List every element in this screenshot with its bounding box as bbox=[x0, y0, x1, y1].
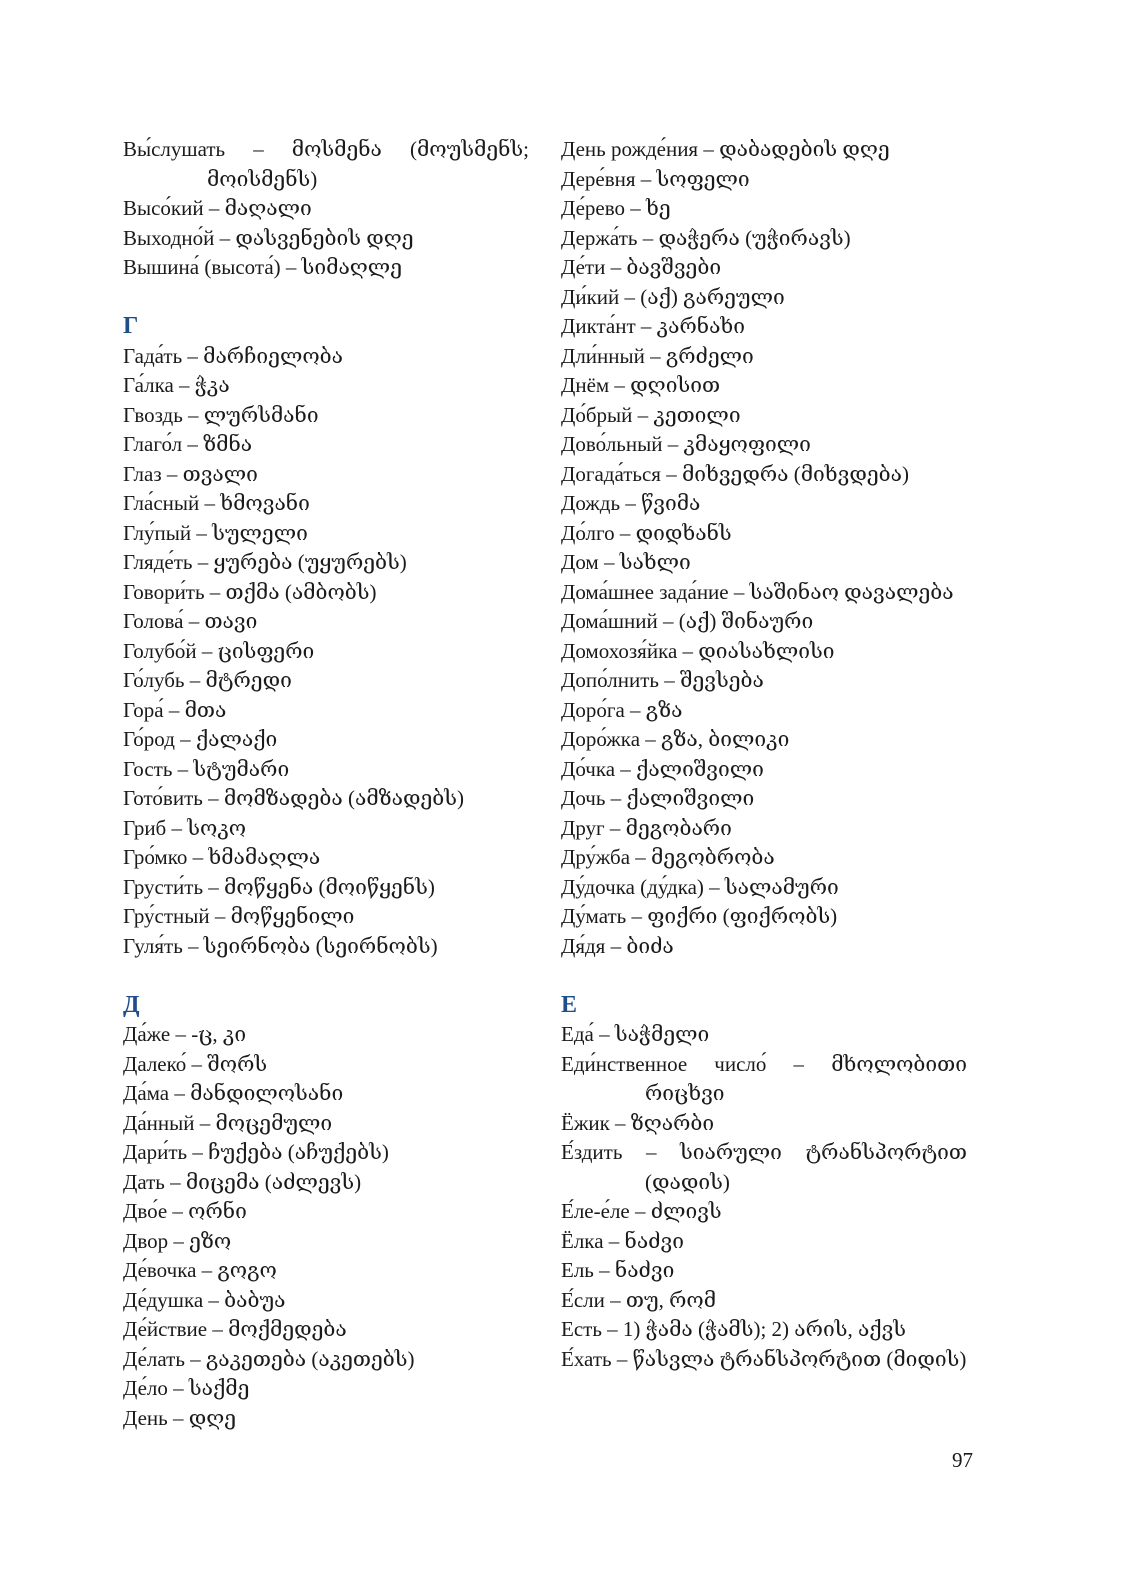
dictionary-entry: Дикта́нт – კარნახი bbox=[561, 314, 746, 338]
dictionary-entry: Друг – მეგობარი bbox=[561, 815, 732, 840]
dictionary-entry: Далеко́ – შორს bbox=[123, 1051, 268, 1076]
dictionary-entry: Гро́мко – ხმამაღლა bbox=[123, 845, 321, 869]
dictionary-entry: Дово́льный – კმაყოფილი bbox=[561, 432, 811, 456]
dictionary-entry: Дождь – წვიმა bbox=[561, 491, 701, 515]
dictionary-entry: Допо́лнить – შევსება bbox=[561, 668, 764, 692]
dictionary-entry: Гриб – სოკო bbox=[123, 815, 247, 840]
dictionary-entry: Вы́слушать – მოსმენა (მოუსმენს; მოისმენს) bbox=[123, 137, 529, 191]
dictionary-entry: Гла́сный – ხმოვანი bbox=[123, 491, 310, 515]
section-letter-heading: Е bbox=[561, 991, 578, 1018]
dictionary-entry: Гора́ – მთა bbox=[123, 697, 227, 722]
dictionary-entry: Ель – ნაძვი bbox=[561, 1258, 675, 1282]
dictionary-entry: Доро́жка – გზა, ბილიკი bbox=[561, 727, 790, 751]
dictionary-entry: Дя́дя – ბიძა bbox=[561, 933, 674, 958]
dictionary-entry: Е́сли – თუ, რომ bbox=[561, 1287, 717, 1312]
dictionary-entry: Ду́мать – ფიქრი (ფიქრობს) bbox=[561, 904, 838, 928]
dictionary-entry: Дари́ть – ჩუქება (აჩუქებს) bbox=[123, 1140, 389, 1164]
dictionary-entry: Да́нный – მოცემული bbox=[123, 1110, 333, 1135]
dictionary-entry: Ди́кий – (აქ) გარეული bbox=[561, 284, 785, 309]
dictionary-entry: Гада́ть – მარჩიელობა bbox=[123, 343, 344, 368]
dictionary-entry: Гляде́ть – ყურება (უყურებს) bbox=[123, 550, 407, 574]
dictionary-entry: Голубо́й – ცისფერი bbox=[123, 638, 315, 663]
dictionary-entry: Да́же – -ც, კი bbox=[123, 1022, 247, 1046]
dictionary-entry: Дочь – ქალიშვილი bbox=[561, 786, 755, 810]
dictionary-entry: Глу́пый – სულელი bbox=[123, 520, 308, 545]
dictionary-entry: Голова́ – თავი bbox=[123, 609, 258, 633]
dictionary-entry: Дли́нный – გრძელი bbox=[561, 343, 754, 368]
dictionary-entry: Глаз – თვალი bbox=[123, 461, 258, 486]
dictionary-entry: Гуля́ть – სეირნობა (სეირნობს) bbox=[123, 933, 438, 958]
dictionary-entry: Де́душка – ბაბუა bbox=[123, 1287, 286, 1312]
dictionary-entry: Догада́ться – მიხვედრა (მიხვდება) bbox=[561, 461, 909, 486]
dictionary-entry: Де́лать – გაკეთება (აკეთებს) bbox=[123, 1346, 415, 1371]
dictionary-column-left bbox=[123, 135, 529, 1433]
dictionary-entry: Еда́ – საჭმელი bbox=[561, 1022, 710, 1046]
dictionary-entry: Да́ма – მანდილოსანი bbox=[123, 1081, 344, 1105]
section-letter-heading: Д bbox=[123, 991, 140, 1018]
dictionary-entry: Дома́шнее зада́ние – საშინაო დავალება bbox=[561, 579, 954, 604]
dictionary-entry: Го́лубь – მტრედი bbox=[123, 668, 292, 692]
dictionary-entry: Говори́ть – თქმა (ამბობს) bbox=[123, 579, 377, 604]
dictionary-entry: Дом – სახლი bbox=[561, 550, 691, 574]
dictionary-entry: Дво́е – ორნი bbox=[123, 1199, 247, 1223]
dictionary-entry: Дома́шний – (აქ) შინაური bbox=[561, 609, 814, 633]
dictionary-entry: Домохозя́йка – დიასახლისი bbox=[561, 638, 835, 663]
dictionary-entry: Де́вочка – გოგო bbox=[123, 1258, 277, 1282]
dictionary-entry: Ёжик – ზღარბი bbox=[561, 1110, 715, 1135]
dictionary-entry: Гвоздь – ლურსმანი bbox=[123, 402, 319, 427]
dictionary-entry: До́брый – კეთილი bbox=[561, 402, 741, 427]
dictionary-entry: Держа́ть – დაჭერა (უჭირავს) bbox=[561, 225, 851, 250]
dictionary-entry: Де́йствие – მოქმედება bbox=[123, 1317, 347, 1341]
dictionary-entry: Еди́нственное число́ – მხოლობითი რიცხვი bbox=[561, 1051, 967, 1105]
dictionary-entry: Двор – ეზო bbox=[123, 1228, 232, 1253]
dictionary-entry: Га́лка – ჭკა bbox=[123, 373, 230, 397]
dictionary-entry: День – დღე bbox=[123, 1405, 237, 1430]
dictionary-entry: Е́хать – წასვლა ტრანსპორტით (მიდის) bbox=[561, 1346, 967, 1371]
dictionary-entry: Го́род – ქალაქი bbox=[123, 727, 278, 751]
dictionary-entry: Е́здить – სიარული ტრანსპორტით (დადის) bbox=[561, 1140, 967, 1194]
dictionary-entry: Гото́вить – მომზადება (ამზადებს) bbox=[123, 786, 464, 810]
dictionary-entry: Де́ти – ბავშვები bbox=[561, 255, 722, 279]
dictionary-column-right bbox=[561, 135, 967, 1374]
dictionary-entry: Дать – მიცემა (აძლევს) bbox=[123, 1169, 362, 1194]
dictionary-entry: Дру́жба – მეგობრობა bbox=[561, 845, 775, 869]
dictionary-entry: Ду́дочка (ду́дка) – სალამური bbox=[561, 874, 839, 899]
dictionary-entry: Глаго́л – ზმნა bbox=[123, 432, 253, 456]
dictionary-entry: Гость – სტუმარი bbox=[123, 756, 290, 781]
dictionary-entry: Ёлка – ნაძვი bbox=[561, 1228, 684, 1253]
dictionary-entry: Есть – 1) ჭამა (ჭამს); 2) არის, აქვს bbox=[561, 1317, 907, 1341]
dictionary-entry: Дере́вня – სოფელი bbox=[561, 166, 750, 191]
dictionary-entry: Высо́кий – მაღალი bbox=[123, 196, 312, 220]
dictionary-entry: Доро́га – გზა bbox=[561, 697, 683, 722]
dictionary-entry: Вышина́ (высота́) – სიმაღლე bbox=[123, 255, 402, 279]
dictionary-entry: До́лго – დიდხანს bbox=[561, 520, 732, 545]
dictionary-entry: День рожде́ния – დაბადების დღე bbox=[561, 137, 890, 161]
dictionary-entry: Гру́стный – მოწყენილი bbox=[123, 904, 355, 928]
dictionary-entry: Де́рево – ხე bbox=[561, 196, 671, 220]
dictionary-entry: Выходно́й – დასვენების დღე bbox=[123, 225, 414, 250]
dictionary-entry: Грусти́ть – მოწყენა (მოიწყენს) bbox=[123, 874, 435, 899]
dictionary-entry: До́чка – ქალიშვილი bbox=[561, 756, 764, 781]
dictionary-entry: Е́ле-е́ле – ძლივს bbox=[561, 1199, 722, 1223]
section-letter-heading: Г bbox=[123, 313, 139, 339]
dictionary-entry: Днём – დღისით bbox=[561, 373, 721, 397]
dictionary-entry: Де́ло – საქმე bbox=[123, 1376, 250, 1400]
page-number: 97 bbox=[952, 1448, 973, 1472]
